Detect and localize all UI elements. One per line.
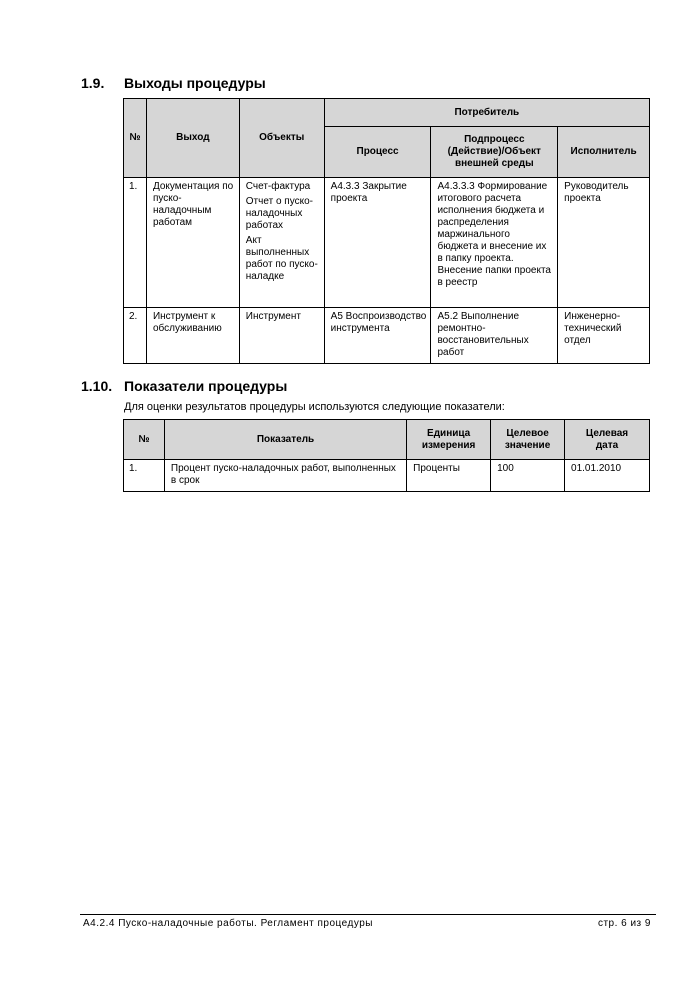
object-item: Отчет о пуско-наладочных работах xyxy=(245,196,313,231)
header-executor: Исполнитель xyxy=(558,127,650,178)
row-output: Инструмент к обслуживанию xyxy=(146,308,239,364)
section-title: Показатели процедуры xyxy=(124,378,288,394)
row-indicator: Процент пуско-наладочных работ, выполненных в срок xyxy=(164,460,406,492)
table-row xyxy=(124,460,650,492)
row-process: А4.3.3 Закрытие проекта xyxy=(324,178,431,308)
metrics-intro-text: Для оценки результатов процедуры используются следующие показатели: xyxy=(124,401,505,413)
header-unit: Единица измерения xyxy=(407,420,491,460)
header-num: № xyxy=(124,99,147,178)
row-num: 2. xyxy=(124,308,147,364)
row-target-date: 01.01.2010 xyxy=(565,460,650,492)
row-num: 1. xyxy=(124,178,147,308)
row-process: А5 Воспроизводство инструмента xyxy=(324,308,431,364)
section-number: 1.10. xyxy=(81,378,113,394)
object-item: Счет-фактура xyxy=(245,181,311,192)
footer-page-number: стр. 6 из 9 xyxy=(597,918,651,929)
object-item: Акт выполненных работ по пуско-наладке xyxy=(245,235,318,282)
row-unit: Проценты xyxy=(407,460,491,492)
metrics-table xyxy=(123,419,650,492)
row-objects xyxy=(239,308,324,364)
header-num: № xyxy=(124,420,165,460)
header-consumer: Потребитель xyxy=(324,99,649,127)
table-row xyxy=(124,308,650,364)
section-number: 1.9. xyxy=(81,75,105,91)
section-heading-metrics xyxy=(81,378,287,394)
row-executor: Руководитель проекта xyxy=(558,178,650,308)
header-process: Процесс xyxy=(324,127,431,178)
object-item: Инструмент xyxy=(245,311,301,322)
table-row xyxy=(124,178,650,308)
section-title: Выходы процедуры xyxy=(124,75,266,91)
footer-document-title: А4.2.4 Пуско-наладочные работы. Регламент процедуры xyxy=(83,918,373,929)
header-objects: Объекты xyxy=(239,99,324,178)
header-subprocess: Подпроцесс (Действие)/Объект внешней среды xyxy=(431,127,558,178)
header-target-value: Целевое значение xyxy=(491,420,565,460)
header-indicator: Показатель xyxy=(164,420,406,460)
footer-divider xyxy=(80,914,656,915)
row-objects xyxy=(239,178,324,308)
row-num: 1. xyxy=(124,460,165,492)
row-target-value: 100 xyxy=(491,460,565,492)
row-subprocess: А4.3.3.3 Формирование итогового расчета исполнения бюджета и распределения маржинального бюджета и внесение их в папку проекта. Внесение папки проекта в реестр xyxy=(431,178,558,308)
row-executor: Инженерно-технический отдел xyxy=(558,308,650,364)
outputs-table xyxy=(123,98,650,364)
row-subprocess: А5.2 Выполнение ремонтно-восстановительных работ xyxy=(431,308,558,364)
header-output: Выход xyxy=(146,99,239,178)
header-target-date: Целевая дата xyxy=(565,420,650,460)
section-heading-outputs xyxy=(81,75,266,91)
row-output: Документация по пуско-наладочным работам xyxy=(146,178,239,308)
